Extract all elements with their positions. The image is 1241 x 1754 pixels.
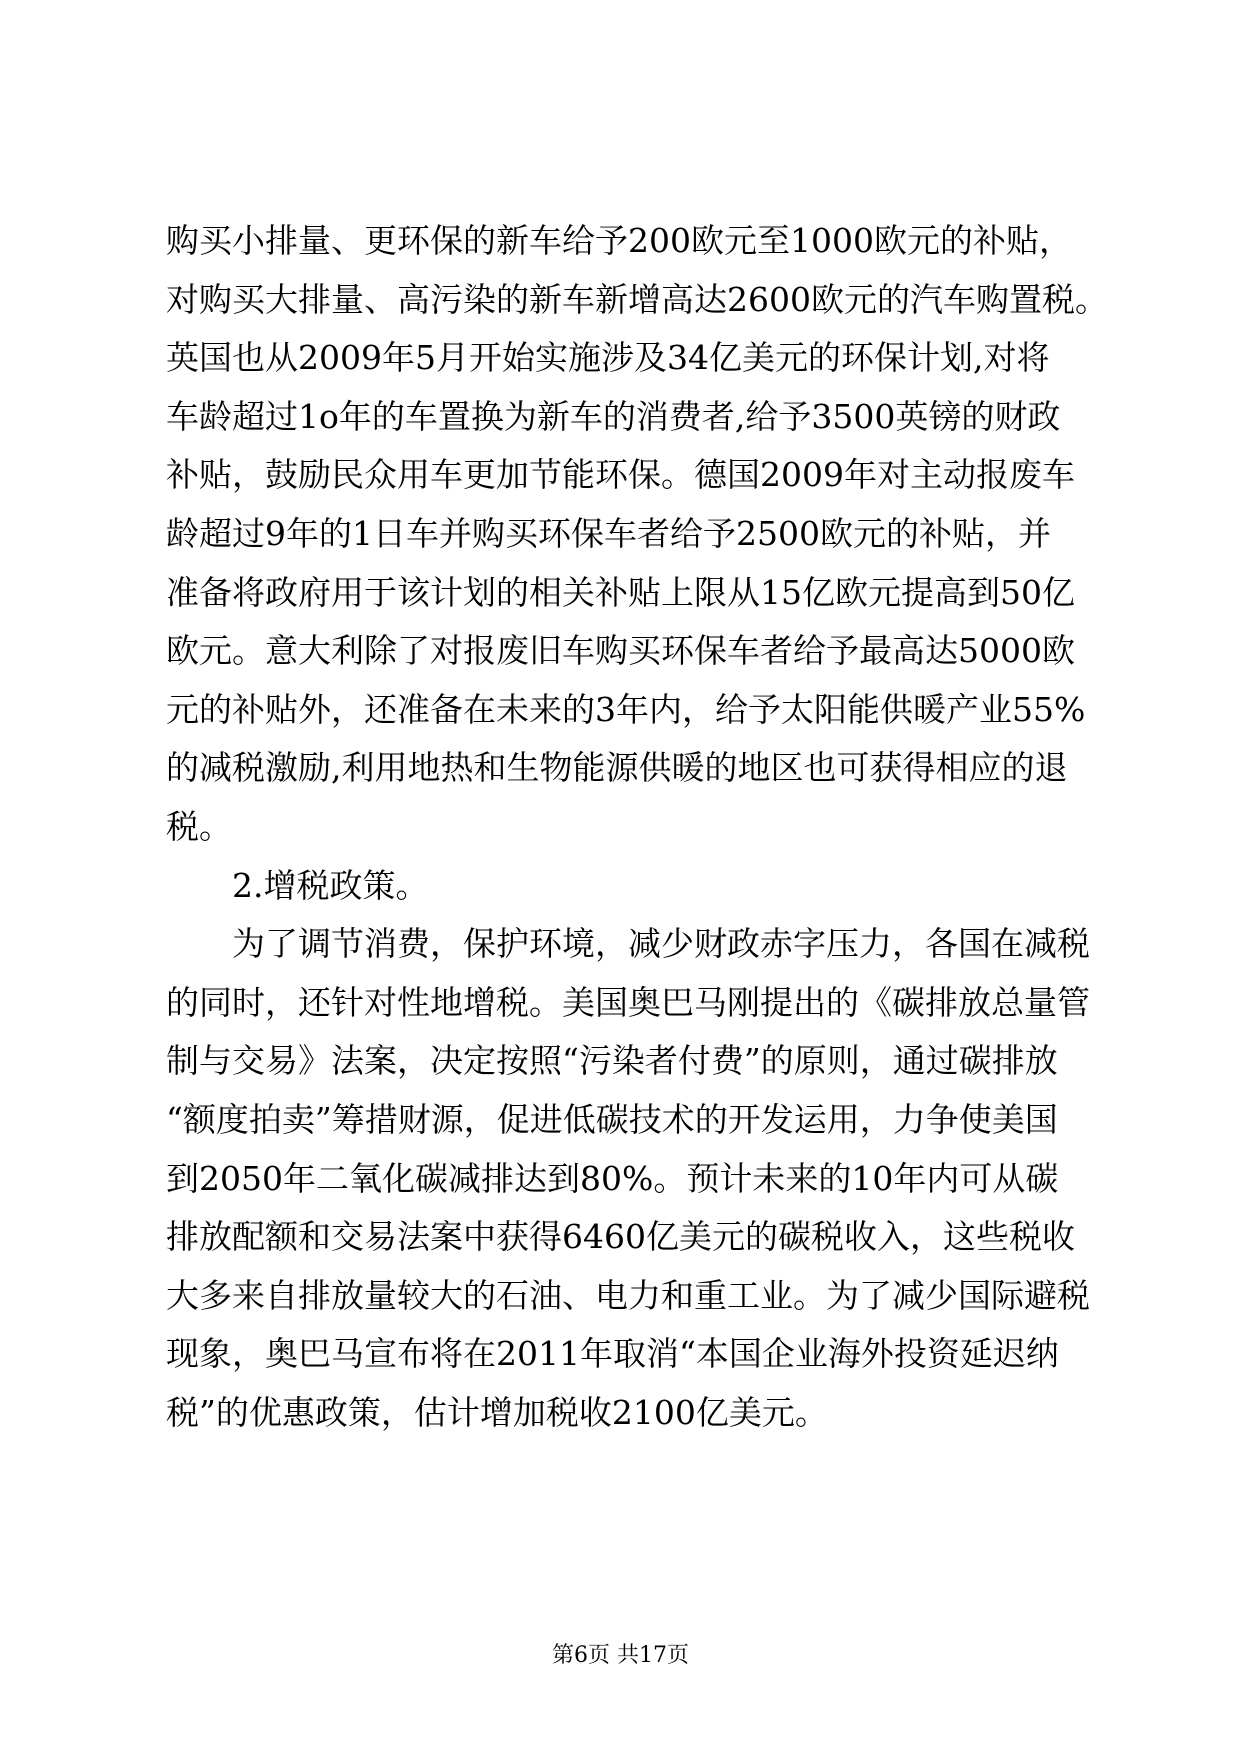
text-line: 大多来自排放量较大的石油、电力和重工业。为了减少国际避税 (166, 1275, 1090, 1315)
text-line: 准备将政府用于该计划的相关补贴上限从15亿欧元提高到50亿 (166, 572, 1075, 612)
text-line: 英国也从2009年5月开始实施涉及34亿美元的环保计划,对将 (166, 338, 1050, 378)
text-line: 的减税激励,利用地热和生物能源供暖的地区也可获得相应的退 (166, 748, 1068, 788)
body-text (166, 212, 1126, 1442)
text-line: 到2050年二氧化碳减排达到80%。预计未来的10年内可从碳 (166, 1158, 1059, 1198)
text-line: “额度拍卖”筹措财源，促进低碳技术的开发运用，力争使美国 (166, 1099, 1058, 1139)
text-line: 元的补贴外，还准备在未来的3年内，给予太阳能供暖产业55% (166, 689, 1086, 729)
text-line: 欧元。意大利除了对报废旧车购买环保车者给予最高达5000欧 (166, 631, 1075, 671)
text-line: 的同时，还针对性地增税。美国奥巴马刚提出的《碳排放总量管 (166, 982, 1090, 1022)
text-line: 购买小排量、更环保的新车给予200欧元至1000欧元的补贴， (166, 221, 1072, 260)
text-line: 制与交易》法案，决定按照“污染者付费”的原则，通过碳排放 (166, 1041, 1058, 1081)
page-footer: 第6页 共17页 (552, 1643, 689, 1668)
text-line: 龄超过9年的1日车并购买环保车者给予2500欧元的补贴，并 (166, 513, 1051, 553)
text-line: 税”的优惠政策，估计增加税收2100亿美元。 (166, 1392, 828, 1432)
text-line: 对购买大排量、高污染的新车新增高达2600欧元的汽车购置税。 (166, 279, 1108, 319)
text-line: 排放配额和交易法案中获得6460亿美元的碳税收入，这些税收 (166, 1217, 1075, 1257)
text-line: 税。 (166, 806, 232, 846)
text-line: 补贴，鼓励民众用车更加节能环保。德国2009年对主动报废车 (166, 455, 1075, 495)
text-line: 车龄超过1o年的车置换为新车的消费者,给予3500英镑的财政 (166, 396, 1061, 436)
paragraph-first-line: 为了调节消费，保护环境，减少财政赤字压力，各国在减税 (232, 924, 1090, 964)
section-heading: 2.增税政策。 (232, 865, 429, 905)
text-line: 现象，奥巴马宣布将在2011年取消“本国企业海外投资延迟纳 (166, 1334, 1059, 1374)
